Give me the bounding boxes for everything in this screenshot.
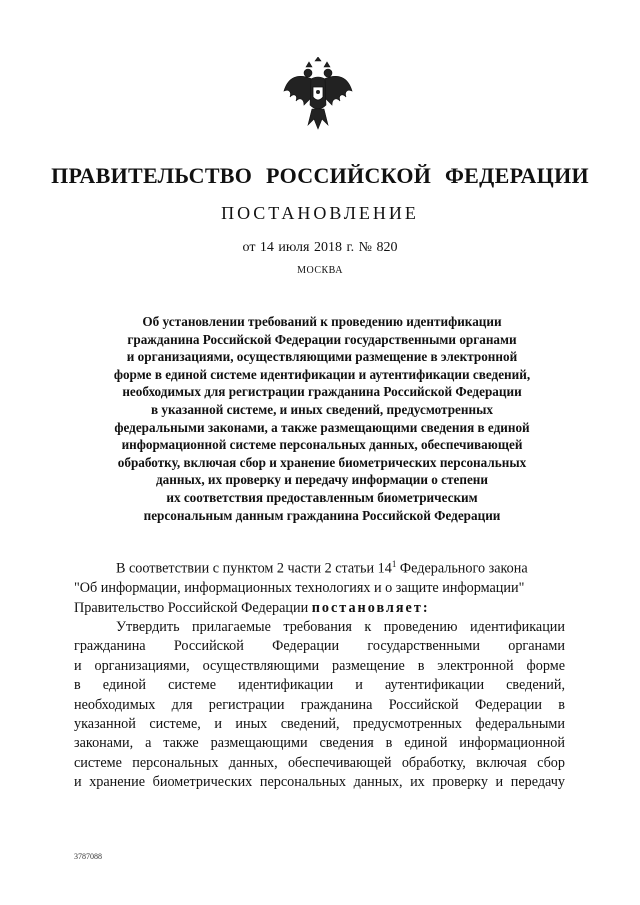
body-line: указанной системе, и иных сведений, предусмотренных федеральными <box>74 715 565 732</box>
resolution-body <box>74 555 565 793</box>
body-line: законами, а также размещающими сведения в единой информационной <box>74 735 565 752</box>
body-line: в единой системе идентификации и аутентификации сведений, <box>74 677 565 694</box>
body-line: и организациями, осуществляющими размещение в электронной форме <box>74 657 565 674</box>
heading-line: обработку, включая сбор и хранение биометрических персональных <box>117 454 527 470</box>
body-line: необходимых для регистрации гражданина Российской Федерации в <box>74 696 565 713</box>
article-superscript: 1 <box>391 559 397 569</box>
body-line: "Об информации, информационных технологиях и о защите информации" <box>74 580 525 597</box>
body-text-run: Правительство Российской Федерации <box>74 599 312 616</box>
resolution-heading <box>72 313 572 524</box>
body-line <box>74 599 565 618</box>
body-line: системе персональных данных, обеспечивающей обработку, включая сбор <box>74 754 565 771</box>
heading-line: в указанной системе, и иных сведений, предусмотренных <box>151 401 493 417</box>
body-line: гражданина Российской Федерации государственными органами <box>74 638 565 655</box>
body-line: и хранение биометрических персональных данных, их проверку и передачу <box>74 774 565 791</box>
coat-of-arms-icon <box>278 57 358 137</box>
body-text-run: Федерального закона <box>396 560 528 577</box>
document-type: ПОСТАНОВЛЕНИЕ <box>221 203 419 223</box>
heading-line: данных, их проверку и передачу информации о степени <box>155 472 489 488</box>
heading-line: их соответствия предоставленным биометрическим <box>166 489 478 505</box>
heading-line: федеральными законами, а также размещающими сведения в единой <box>114 419 530 435</box>
body-line: Утвердить прилагаемые требования к проведению идентификации <box>116 618 565 635</box>
body-text-run: В соответствии с пунктом 2 части 2 статьи 14 <box>116 560 392 577</box>
document-number: № 820 <box>358 240 398 255</box>
heading-line: необходимых для регистрации гражданина Российской Федерации <box>122 384 522 400</box>
heading-line: персональным данным гражданина Российской Федерации <box>143 507 501 523</box>
body-line <box>74 555 565 579</box>
decree-keyword: постановляет: <box>311 599 430 616</box>
document-date: от 14 июля 2018 г. <box>242 240 355 255</box>
heading-line: гражданина Российской Федерации государственными органами <box>127 331 517 347</box>
heading-line: форме в единой системе идентификации и аутентификации сведений, <box>113 366 531 382</box>
heading-line: Об установлении требований к проведению идентификации <box>142 314 502 329</box>
government-title: ПРАВИТЕЛЬСТВО РОССИЙСКОЙ ФЕДЕРАЦИИ <box>51 163 589 188</box>
heading-line: и организациями, осуществляющими размещение в электронной <box>126 349 518 365</box>
date-number-line <box>0 240 640 256</box>
document-code: 3787088 <box>74 852 102 861</box>
city: МОСКВА <box>297 265 343 276</box>
heading-line: информационной системе персональных данных, обеспечивающей <box>121 437 523 453</box>
